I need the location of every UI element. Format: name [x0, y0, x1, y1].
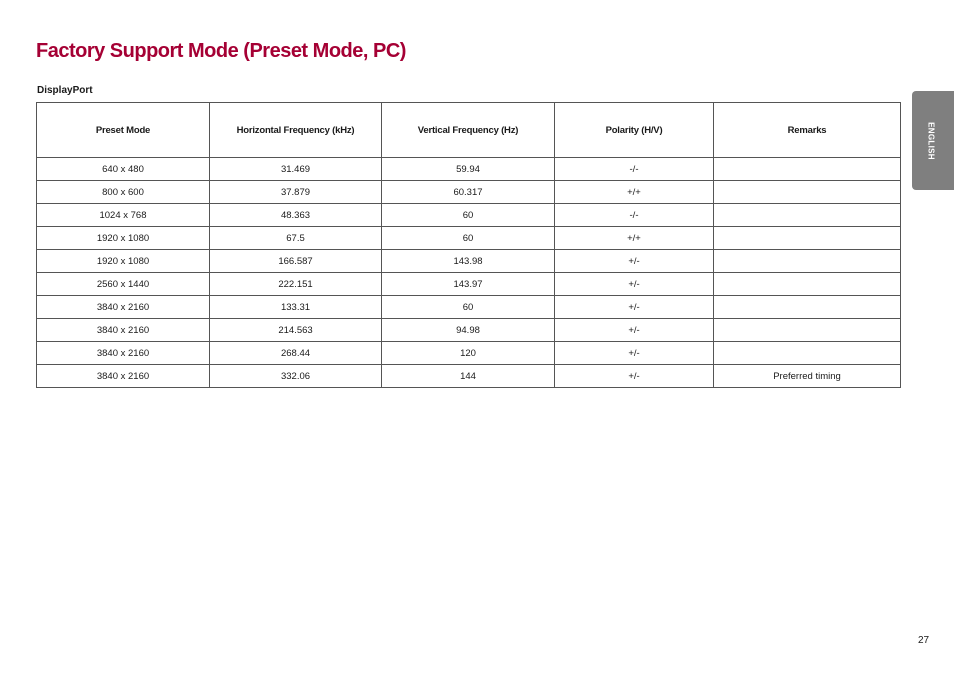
table-row [37, 250, 901, 273]
column-header-remarks: Remarks [714, 103, 901, 158]
cell-polarity: -/- [555, 158, 714, 181]
cell-polarity: +/- [555, 273, 714, 296]
section-label: DisplayPort [37, 85, 93, 96]
cell-horizontal-frequency: 214.563 [210, 319, 382, 342]
cell-remarks [714, 250, 901, 273]
column-header-polarity: Polarity (H/V) [555, 103, 714, 158]
table-header-row [37, 103, 901, 158]
table-row [37, 204, 901, 227]
cell-horizontal-frequency: 133.31 [210, 296, 382, 319]
table-row [37, 227, 901, 250]
cell-horizontal-frequency: 268.44 [210, 342, 382, 365]
cell-polarity: +/- [555, 319, 714, 342]
cell-polarity: +/- [555, 342, 714, 365]
cell-vertical-frequency: 143.97 [382, 273, 555, 296]
cell-preset-mode: 1920 x 1080 [37, 227, 210, 250]
cell-polarity: -/- [555, 204, 714, 227]
cell-preset-mode: 3840 x 2160 [37, 342, 210, 365]
cell-preset-mode: 800 x 600 [37, 181, 210, 204]
cell-preset-mode: 3840 x 2160 [37, 365, 210, 388]
cell-vertical-frequency: 144 [382, 365, 555, 388]
table-row [37, 365, 901, 388]
cell-remarks: Preferred timing [714, 365, 901, 388]
cell-vertical-frequency: 59.94 [382, 158, 555, 181]
cell-polarity: +/- [555, 365, 714, 388]
column-header-preset-mode: Preset Mode [37, 103, 210, 158]
table-row [37, 319, 901, 342]
cell-preset-mode: 1024 x 768 [37, 204, 210, 227]
table-row [37, 296, 901, 319]
cell-remarks [714, 342, 901, 365]
cell-preset-mode: 3840 x 2160 [37, 319, 210, 342]
cell-preset-mode: 2560 x 1440 [37, 273, 210, 296]
table-row [37, 273, 901, 296]
cell-horizontal-frequency: 31.469 [210, 158, 382, 181]
page-title: Factory Support Mode (Preset Mode, PC) [36, 40, 406, 62]
cell-remarks [714, 273, 901, 296]
cell-preset-mode: 640 x 480 [37, 158, 210, 181]
cell-remarks [714, 319, 901, 342]
cell-polarity: +/+ [555, 227, 714, 250]
page-number: 27 [918, 635, 930, 646]
cell-remarks [714, 158, 901, 181]
cell-vertical-frequency: 143.98 [382, 250, 555, 273]
cell-preset-mode: 1920 x 1080 [37, 250, 210, 273]
cell-polarity: +/- [555, 296, 714, 319]
preset-mode-table [36, 102, 901, 388]
cell-vertical-frequency: 120 [382, 342, 555, 365]
cell-vertical-frequency: 60.317 [382, 181, 555, 204]
column-header-vertical-frequency: Vertical Frequency (Hz) [382, 103, 555, 158]
language-tab-label: ENGLISH [926, 122, 936, 160]
cell-vertical-frequency: 60 [382, 204, 555, 227]
cell-horizontal-frequency: 332.06 [210, 365, 382, 388]
table-row [37, 158, 901, 181]
cell-horizontal-frequency: 67.5 [210, 227, 382, 250]
cell-horizontal-frequency: 48.363 [210, 204, 382, 227]
cell-vertical-frequency: 60 [382, 227, 555, 250]
cell-polarity: +/- [555, 250, 714, 273]
cell-polarity: +/+ [555, 181, 714, 204]
cell-remarks [714, 204, 901, 227]
table-row [37, 181, 901, 204]
cell-vertical-frequency: 94.98 [382, 319, 555, 342]
cell-remarks [714, 227, 901, 250]
cell-horizontal-frequency: 222.151 [210, 273, 382, 296]
column-header-horizontal-frequency: Horizontal Frequency (kHz) [210, 103, 382, 158]
table-row [37, 342, 901, 365]
cell-remarks [714, 296, 901, 319]
cell-remarks [714, 181, 901, 204]
cell-horizontal-frequency: 37.879 [210, 181, 382, 204]
cell-horizontal-frequency: 166.587 [210, 250, 382, 273]
cell-preset-mode: 3840 x 2160 [37, 296, 210, 319]
cell-vertical-frequency: 60 [382, 296, 555, 319]
